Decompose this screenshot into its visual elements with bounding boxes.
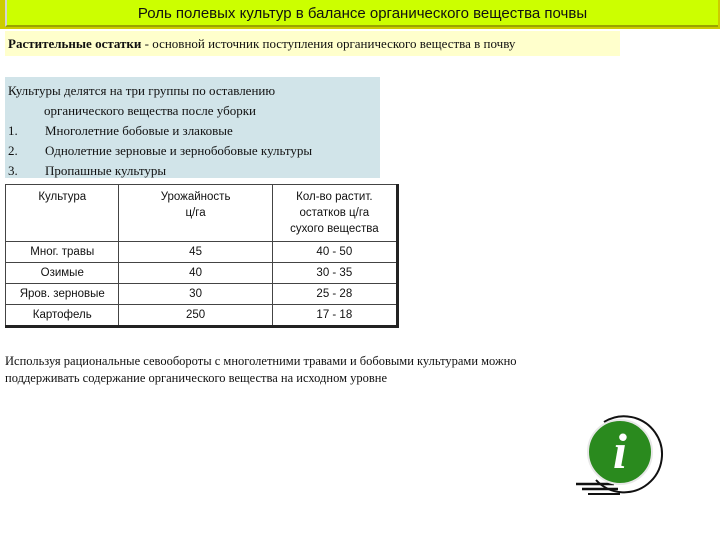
group-item xyxy=(8,121,380,141)
cell-residue: 25 - 28 xyxy=(272,284,397,305)
header-yield xyxy=(119,185,272,242)
crop-residue-table xyxy=(5,184,399,328)
table-row xyxy=(6,263,398,284)
page-title: Роль полевых культур в балансе органического вещества почвы xyxy=(5,0,718,27)
group-item-text: Многолетние бобовые и злаковые xyxy=(45,123,233,138)
groups-intro-line1: Культуры делятся на три группы по оставлению xyxy=(8,83,276,98)
header-crop-label: Культура xyxy=(38,191,87,203)
cell-yield: 30 xyxy=(119,284,272,305)
table-row xyxy=(6,305,398,327)
group-item-number: 3. xyxy=(8,163,18,178)
groups-intro-line2: органического вещества после уборки xyxy=(44,103,256,118)
header-residue-label-1: Кол-во растит. xyxy=(296,191,373,203)
crop-groups-box xyxy=(5,77,380,178)
header-residue-label-2: остатков ц/га xyxy=(299,207,370,219)
definition-term: Растительные остатки xyxy=(8,36,142,51)
table-header-row xyxy=(6,185,398,242)
cell-yield: 250 xyxy=(119,305,272,327)
cell-residue: 30 - 35 xyxy=(272,263,397,284)
cell-yield: 45 xyxy=(119,242,272,263)
cell-crop: Озимые xyxy=(6,263,119,284)
cell-crop: Мног. травы xyxy=(6,242,119,263)
cell-residue: 40 - 50 xyxy=(272,242,397,263)
conclusion-line2: поддерживать содержание органического вещества на исходном уровне xyxy=(5,371,388,385)
header-yield-label: Урожайность xyxy=(160,191,231,203)
definition-text: - основной источник поступления органического вещества в почву xyxy=(141,36,516,51)
conclusion-text xyxy=(5,353,705,387)
group-item-text: Однолетние зерновые и зернобобовые культуры xyxy=(45,143,313,158)
cell-crop: Яров. зерновые xyxy=(6,284,119,305)
title-bar xyxy=(0,0,720,29)
table-row xyxy=(6,284,398,305)
header-residue xyxy=(272,185,397,242)
cell-residue: 17 - 18 xyxy=(272,305,397,327)
group-item-number: 2. xyxy=(8,143,18,158)
group-item xyxy=(8,141,380,161)
info-glyph: i xyxy=(613,423,627,479)
group-item-number: 1. xyxy=(8,123,18,138)
header-crop xyxy=(6,185,119,242)
cell-crop: Картофель xyxy=(6,305,119,327)
definition-box xyxy=(5,31,620,56)
header-residue-label-3: сухого вещества xyxy=(290,223,379,235)
info-icon[interactable] xyxy=(574,408,666,498)
table-row xyxy=(6,242,398,263)
cell-yield: 40 xyxy=(119,263,272,284)
conclusion-line1: Используя рациональные севообороты с многолетними травами и бобовыми культурами можно xyxy=(5,354,517,368)
header-yield-unit: ц/га xyxy=(185,207,206,219)
group-item-text: Пропашные культуры xyxy=(45,163,167,178)
group-item xyxy=(8,161,380,181)
